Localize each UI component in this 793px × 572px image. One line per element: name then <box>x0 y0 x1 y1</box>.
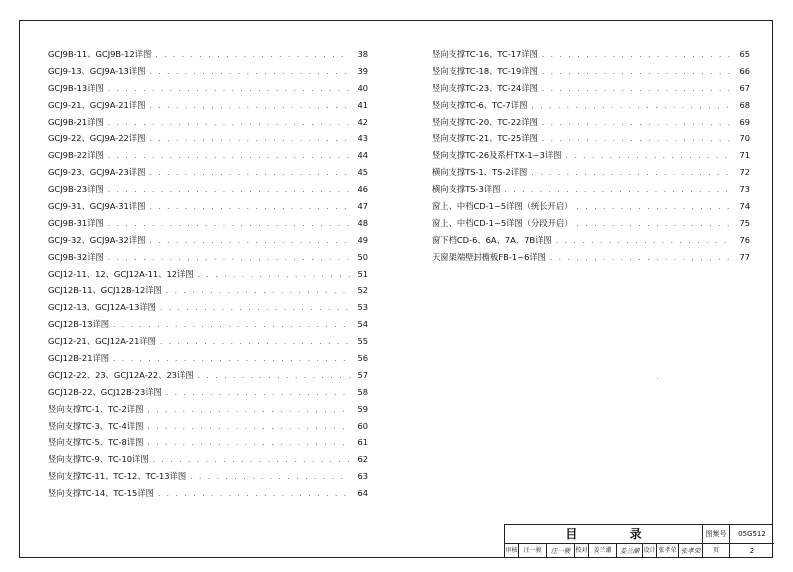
toc-entry <box>48 82 368 99</box>
toc-entry-page: 68 <box>739 99 750 110</box>
toc-dot-leader <box>149 237 350 245</box>
toc-entry-page: 69 <box>739 116 750 127</box>
toc-dot-leader <box>198 271 350 279</box>
toc-entry-title: 窗下档CD-6、6A、7A、7B详图 <box>432 234 552 245</box>
toc-entry <box>48 48 368 65</box>
toc-entry <box>48 200 368 217</box>
toc-entry-page: 56 <box>357 353 368 364</box>
toc-entry-page: 72 <box>739 167 750 178</box>
toc-dot-leader <box>153 456 350 464</box>
toc-entry-title: GCJ12-22、23、GCJ12A-22、23详图 <box>48 369 194 380</box>
toc-entry-title: GCJ12B-22、GCJ12B-23详图 <box>48 386 162 397</box>
toc-entry-page: 41 <box>357 99 368 110</box>
toc-entry-title: 横向支撑TS-3详图 <box>432 184 501 195</box>
toc-entry-title: GCJ9B-32详图 <box>48 251 104 262</box>
toc-dot-leader <box>577 220 732 228</box>
toc-dot-leader <box>155 51 350 59</box>
toc-entry-title: GCJ9B-23详图 <box>48 184 104 195</box>
toc-dot-leader <box>531 169 732 177</box>
speck <box>657 378 658 379</box>
toc-dot-leader <box>542 51 732 59</box>
toc-entry-page: 47 <box>357 201 368 212</box>
toc-entry-title: 竖向支撑TC-18、TC-19详图 <box>432 65 538 76</box>
review-signature: 汪一骏 <box>547 544 575 558</box>
toc-entry-title: GCJ12B-11、GCJ12B-12详图 <box>48 285 162 296</box>
toc-dot-leader <box>531 102 732 110</box>
toc-entry-title: GCJ9-21、GCJ9A-21详图 <box>48 99 146 110</box>
toc-entry <box>48 386 368 403</box>
toc-entry-page: 77 <box>739 251 750 262</box>
toc-dot-leader <box>108 186 350 194</box>
toc-dot-leader <box>166 389 350 397</box>
toc-dot-leader <box>158 490 350 498</box>
toc-entry-page: 64 <box>357 488 368 499</box>
toc-entry-title: GCJ9B-21详图 <box>48 116 104 127</box>
toc-entry <box>432 99 750 116</box>
toc-entry-title: 窗上、中档CD-1~5详图（分段开启） <box>432 217 573 228</box>
toc-entry-title: GCJ9-13、GCJ9A-13详图 <box>48 65 146 76</box>
toc-entry-title: GCJ9B-22详图 <box>48 150 104 161</box>
toc-entry-title: GCJ12B-13详图 <box>48 319 110 330</box>
toc-entry-page: 40 <box>357 82 368 93</box>
toc-entry <box>432 116 750 133</box>
design-name: 张孝荣 <box>657 544 679 558</box>
toc-entry-title: 竖向支撑TC-14、TC-15详图 <box>48 488 154 499</box>
toc-entry <box>48 234 368 251</box>
toc-entry-title: 竖向支撑TC-23、TC-24详图 <box>432 82 538 93</box>
toc-entry-title: 竖向支撑TC-26及系杆TX-1~3详图 <box>432 150 562 161</box>
toc-entry-page: 67 <box>739 82 750 93</box>
toc-entry-title: GCJ12B-21详图 <box>48 353 110 364</box>
toc-entry-title: 竖向支撑TC-3、TC-4详图 <box>48 420 144 431</box>
toc-entry-title: 横向支撑TS-1、TS-2详图 <box>432 167 528 178</box>
toc-entry <box>48 420 368 437</box>
toc-entry <box>432 48 750 65</box>
toc-entry <box>432 149 750 166</box>
toc-entry-title: GCJ9B-31详图 <box>48 217 104 228</box>
toc-entry-page: 76 <box>739 234 750 245</box>
toc-dot-leader <box>166 287 350 295</box>
toc-entry-title: 竖向支撑TC-16、TC-17详图 <box>432 49 538 59</box>
toc-entry-page: 63 <box>357 471 368 482</box>
toc-dot-leader <box>160 338 350 346</box>
toc-entry <box>48 217 368 234</box>
toc-entry-title: 竖向支撑TC-5、TC-8详图 <box>48 437 144 448</box>
toc-entry <box>432 234 750 251</box>
design-signature: 张孝荣 <box>679 544 703 558</box>
toc-dot-leader <box>108 119 350 127</box>
atlas-no-label: 图集号 <box>703 525 730 544</box>
toc-dot-leader <box>504 186 732 194</box>
toc-entry-page: 57 <box>357 369 368 380</box>
toc-entry-title: 窗上、中档CD-1~5详图（统长开启） <box>432 201 573 212</box>
toc-entry-title: GCJ12-21、GCJ12A-21详图 <box>48 336 156 347</box>
toc-dot-leader <box>149 135 350 143</box>
toc-entry-page: 48 <box>357 217 368 228</box>
toc-dot-leader <box>113 355 350 363</box>
toc-entry <box>48 99 368 116</box>
title-block-heading: 目 录 <box>505 525 703 544</box>
toc-dot-leader <box>542 135 732 143</box>
toc-entry-page: 52 <box>357 285 368 296</box>
toc-entry-title: GCJ12-11、12、GCJ12A-11、12详图 <box>48 268 194 279</box>
toc-dot-leader <box>565 152 732 160</box>
toc-entry <box>48 369 368 386</box>
toc-entry <box>48 132 368 149</box>
toc-entry-title: GCJ9-32、GCJ9A-32详图 <box>48 234 146 245</box>
toc-dot-leader <box>542 68 732 76</box>
toc-entry-page: 43 <box>357 133 368 144</box>
toc-entry <box>432 183 750 200</box>
toc-entry <box>48 335 368 352</box>
toc-dot-leader <box>542 85 732 93</box>
toc-entry-title: 天窗架端壁封檐板FB-1~6详图 <box>432 251 546 262</box>
toc-entry <box>432 166 750 183</box>
toc-entry-page: 51 <box>357 268 368 279</box>
toc-entry-page: 45 <box>357 167 368 178</box>
toc-entry <box>48 251 368 268</box>
check-signature: 姜兰潮 <box>617 544 643 558</box>
toc-entry <box>432 132 750 149</box>
toc-entry-page: 71 <box>739 150 750 161</box>
toc-entry <box>48 268 368 285</box>
toc-entry-title: 竖向支撑TC-6、TC-7详图 <box>432 99 528 110</box>
toc-entry-title: 竖向支撑TC-9、TC-10详图 <box>48 454 149 465</box>
toc-entry-title: GCJ9-31、GCJ9A-31详图 <box>48 201 146 212</box>
toc-dot-leader <box>577 203 732 211</box>
toc-entry <box>48 149 368 166</box>
toc-entry <box>432 65 750 82</box>
toc-entry <box>48 436 368 453</box>
toc-dot-leader <box>190 473 350 481</box>
toc-entry-page: 66 <box>739 65 750 76</box>
review-name: 汪一骏 <box>519 544 547 558</box>
toc-dot-leader <box>198 372 350 380</box>
atlas-no: 05G512 <box>730 525 774 544</box>
toc-entry <box>48 453 368 470</box>
toc-entry <box>48 284 368 301</box>
toc-dot-leader <box>149 68 350 76</box>
toc-entry <box>48 65 368 82</box>
toc-dot-leader <box>108 85 350 93</box>
toc-entry-page: 74 <box>739 201 750 212</box>
toc-entry-title: GCJ9-23、GCJ9A-23详图 <box>48 167 146 178</box>
toc-dot-leader <box>113 321 350 329</box>
toc-entry-page: 65 <box>739 49 750 59</box>
toc-dot-leader <box>550 254 732 262</box>
toc-dot-leader <box>556 237 732 245</box>
toc-entry-page: 50 <box>357 251 368 262</box>
toc-dot-leader <box>108 152 350 160</box>
toc-entry-page: 44 <box>357 150 368 161</box>
toc-entry-page: 49 <box>357 234 368 245</box>
toc-entry-page: 70 <box>739 133 750 144</box>
toc-entry <box>48 487 368 504</box>
toc-dot-leader <box>147 423 350 431</box>
toc-right-column <box>432 48 750 268</box>
toc-dot-leader <box>149 102 350 110</box>
toc-entry <box>48 183 368 200</box>
toc-entry-title: GCJ9-22、GCJ9A-22详图 <box>48 133 146 144</box>
toc-entry-page: 55 <box>357 336 368 347</box>
toc-entry-page: 58 <box>357 386 368 397</box>
toc-entry-title: GCJ9B-13详图 <box>48 82 104 93</box>
toc-entry <box>432 251 750 268</box>
review-label: 审核 <box>505 544 519 558</box>
toc-entry-title: 竖向支撑TC-1、TC-2详图 <box>48 403 144 414</box>
toc-entry-title: 竖向支撑TC-20、TC-22详图 <box>432 116 538 127</box>
check-label: 校对 <box>575 544 589 558</box>
toc-dot-leader <box>147 439 350 447</box>
toc-entry <box>48 352 368 369</box>
toc-entry-page: 38 <box>357 49 368 59</box>
toc-left-column <box>48 48 368 504</box>
toc-dot-leader <box>147 406 350 414</box>
toc-entry <box>48 318 368 335</box>
toc-entry-page: 59 <box>357 403 368 414</box>
toc-entry <box>432 200 750 217</box>
toc-entry-page: 53 <box>357 302 368 313</box>
toc-entry-page: 42 <box>357 116 368 127</box>
design-label: 设计 <box>643 544 657 558</box>
toc-entry <box>432 82 750 99</box>
toc-dot-leader <box>160 304 350 312</box>
check-name: 姜兰潮 <box>589 544 617 558</box>
toc-dot-leader <box>108 220 350 228</box>
toc-entry <box>48 470 368 487</box>
toc-entry <box>48 166 368 183</box>
toc-entry-page: 54 <box>357 319 368 330</box>
toc-entry-title: 竖向支撑TC-21、TC-25详图 <box>432 133 538 144</box>
title-block <box>504 524 773 558</box>
page-number: 2 <box>749 547 755 555</box>
toc-entry-page: 39 <box>357 65 368 76</box>
toc-dot-leader <box>542 119 732 127</box>
toc-entry-page: 62 <box>357 454 368 465</box>
toc-entry <box>432 217 750 234</box>
toc-dot-leader <box>149 203 350 211</box>
toc-entry-title: 竖向支撑TC-11、TC-12、TC-13详图 <box>48 471 187 482</box>
page-label: 页 <box>703 544 730 558</box>
toc-dot-leader <box>108 254 350 262</box>
toc-entry-page: 46 <box>357 184 368 195</box>
toc-entry-title: GCJ9B-11、GCJ9B-12详图 <box>48 49 152 59</box>
toc-entry <box>48 403 368 420</box>
toc-entry <box>48 116 368 133</box>
toc-entry-title: GCJ12-13、GCJ12A-13详图 <box>48 302 156 313</box>
toc-entry-page: 75 <box>739 217 750 228</box>
toc-entry-page: 60 <box>357 420 368 431</box>
toc-entry-page: 73 <box>739 184 750 195</box>
toc-dot-leader <box>149 169 350 177</box>
toc-entry-page: 61 <box>357 437 368 448</box>
toc-entry <box>48 301 368 318</box>
